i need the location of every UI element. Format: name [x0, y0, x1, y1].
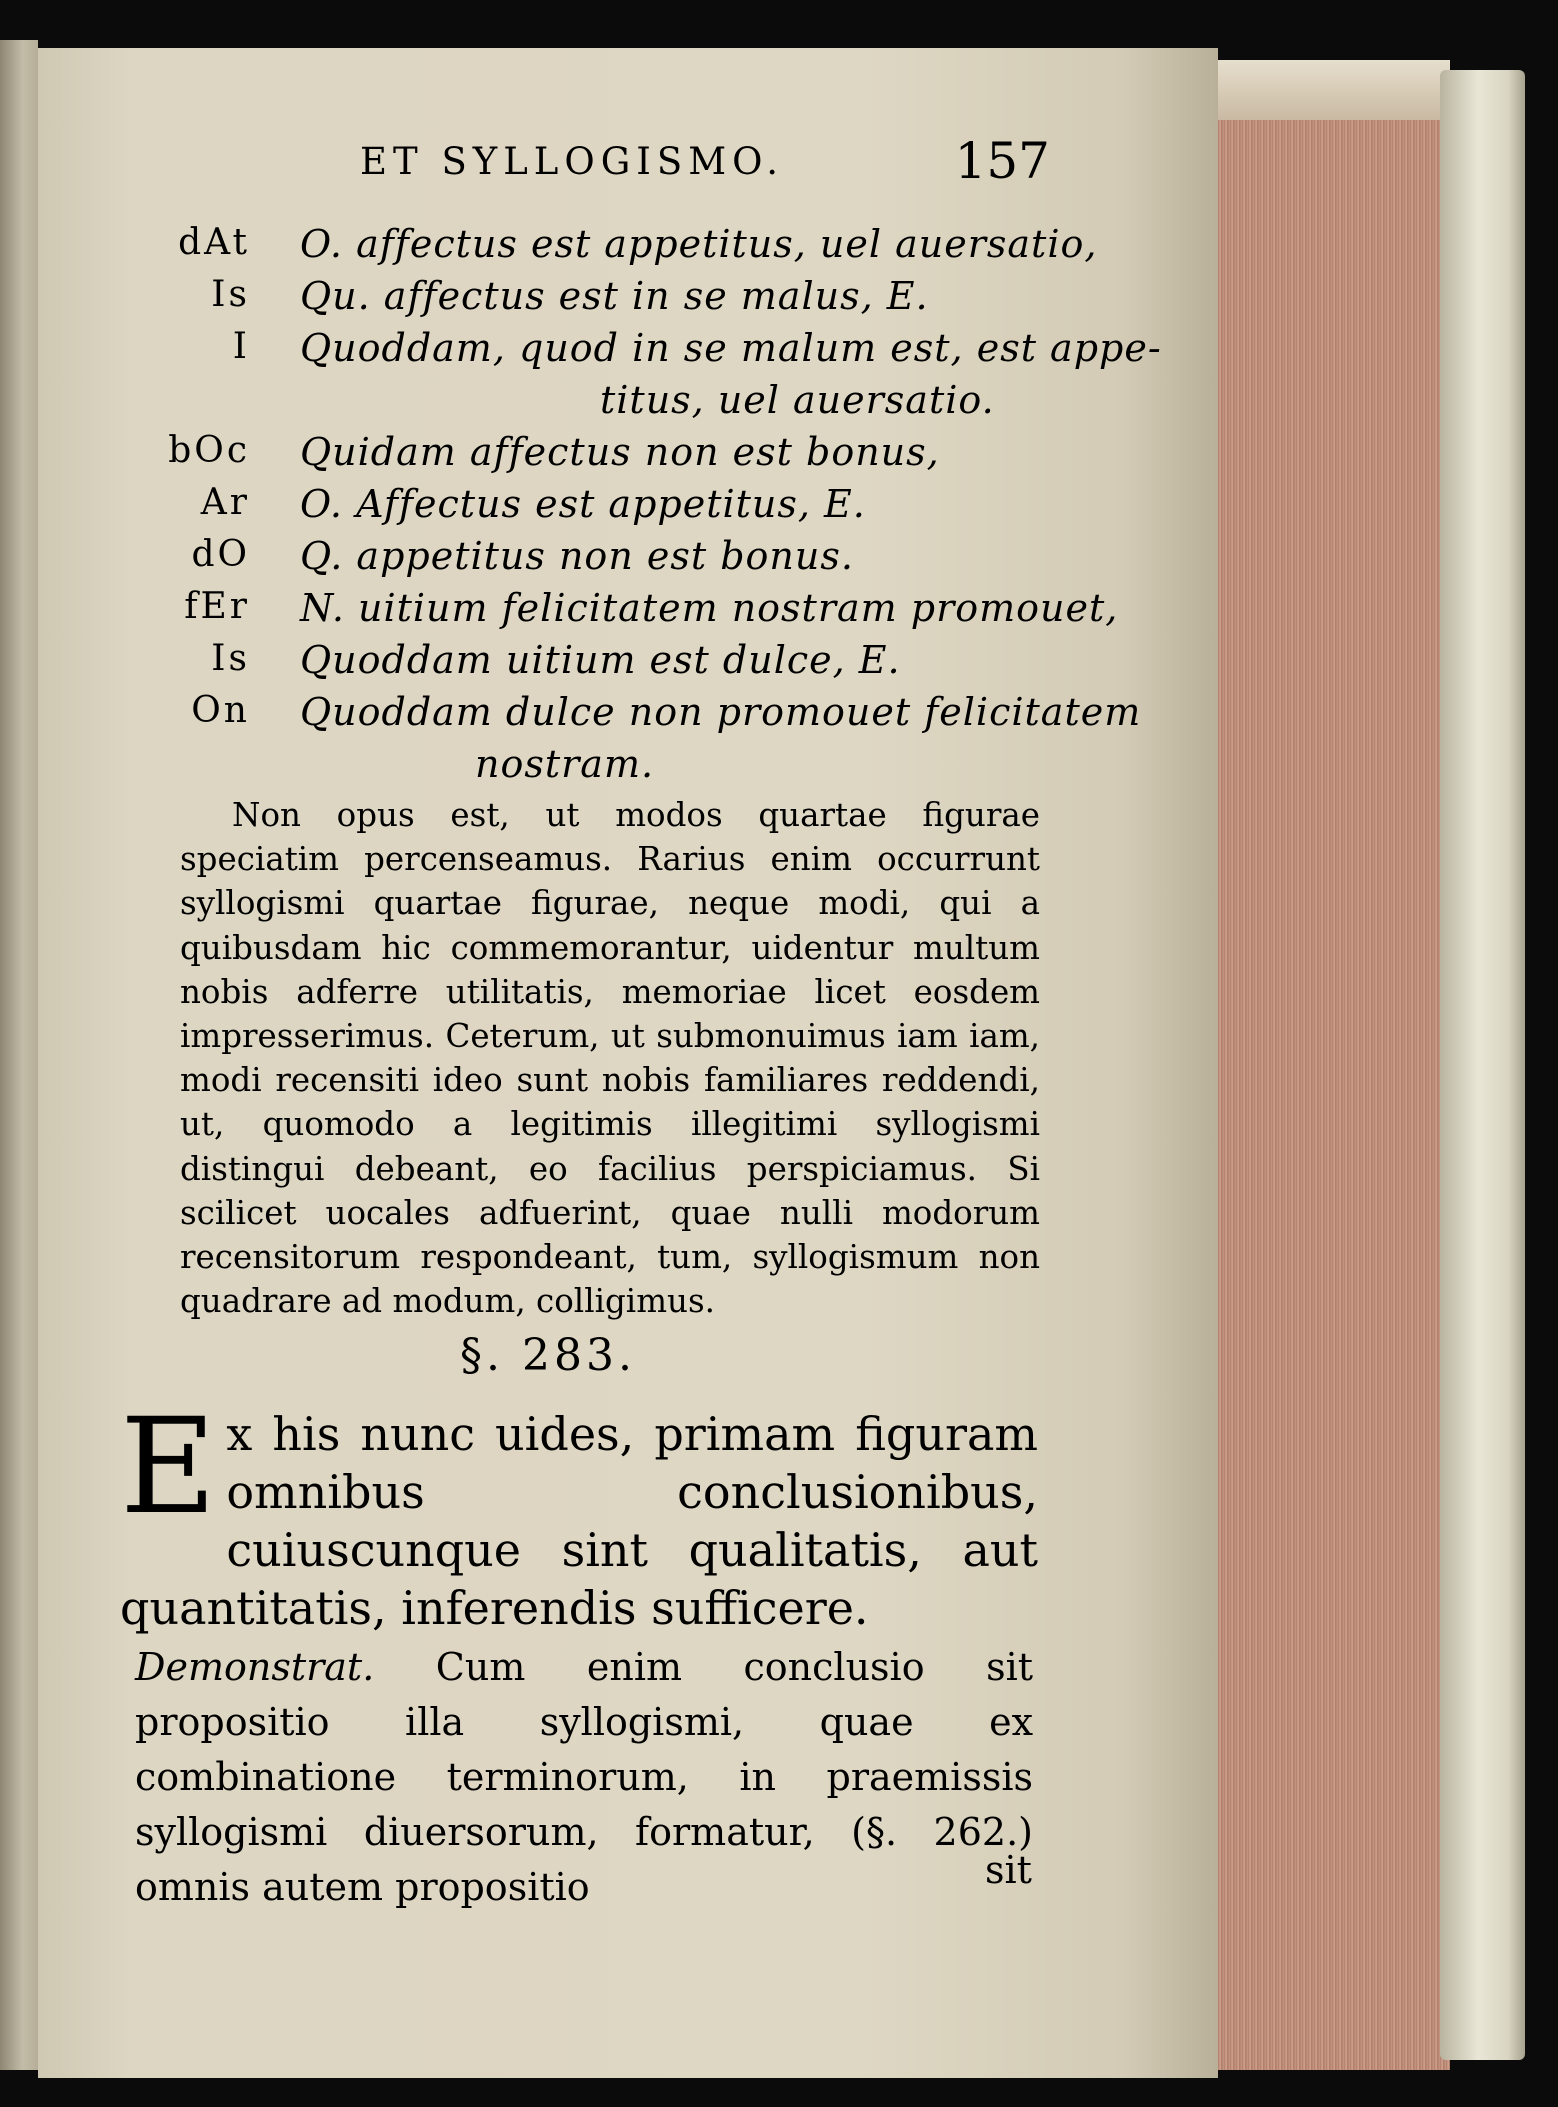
proposition: O. Affectus est appetitus, E. [300, 482, 866, 526]
syllogism-row [130, 378, 1080, 430]
proposition: Quidam affectus non est bonus, [300, 430, 940, 474]
syllogism-row [130, 482, 1080, 534]
running-head: ET SYLLOGISMO. [360, 140, 785, 183]
proposition: O. affectus est appetitus, uel auersatio, [300, 222, 1098, 266]
syllogism-examples [130, 222, 1162, 794]
syllogism-row [130, 222, 1098, 274]
body-paragraph [180, 793, 1040, 1323]
syllogism-row [130, 690, 1142, 742]
mnemonic-syllable: fEr [184, 586, 250, 627]
mnemonic-syllable: On [191, 690, 250, 731]
proposition: Q. appetitus non est bonus. [300, 534, 854, 578]
book-cover [1440, 70, 1525, 2060]
proposition: Quoddam dulce non promouet felicitatem [300, 690, 1142, 734]
mnemonic-syllable: I [232, 326, 250, 367]
mnemonic-syllable: dO [191, 534, 250, 575]
theorem-text: x his nunc uides, primam figuram omnibus conclusionibus, cuiuscunque sint qualitatis, aut quantitatis, inferendis sufficere. [120, 1407, 1038, 1635]
proposition-continuation: titus, uel auersatio. [600, 378, 995, 422]
page-edges [1205, 60, 1450, 2070]
drop-cap: E [120, 1390, 217, 1544]
page-header [320, 132, 1060, 200]
catchword: sit [985, 1848, 1032, 1892]
syllogism-row [130, 742, 1080, 794]
theorem [120, 1390, 1038, 1637]
proposition-continuation: nostram. [475, 742, 655, 786]
demonstration-text: Cum enim conclusio sit propositio illa syllogismi, quae ex combinatione terminorum, in praemissis syllogismi diuersorum, formatur, (§. 262.) omnis autem propositio [135, 1645, 1033, 1909]
page-number: 157 [954, 132, 1050, 190]
proposition: N. uitium felicitatem nostram promouet, [300, 586, 1119, 630]
mnemonic-syllable: bOc [168, 430, 250, 471]
mnemonic-syllable: Ar [200, 482, 250, 523]
proposition: Qu. affectus est in se malus, E. [300, 274, 929, 318]
mnemonic-syllable: dAt [178, 222, 250, 263]
proposition: Quoddam uitium est dulce, E. [300, 638, 901, 682]
syllogism-row [130, 534, 1080, 586]
syllogism-row [130, 326, 1162, 378]
syllogism-row [130, 586, 1119, 638]
syllogism-row [130, 430, 1080, 482]
mnemonic-syllable: Is [211, 274, 250, 315]
paragraph-text: Non opus est, ut modos quartae figurae speciatim percenseamus. Rarius enim occurrunt syllogismi quartae figurae, neque modi, qui a quibusdam hic commemorantur, uidentur multum nobis adferre utilitatis, memoriae licet eosdem impresserimus. Ceterum, ut submonuimus iam iam, modi recensiti ideo sunt nobis familiares reddendi, ut, quomodo a legitimis illegitimi syllogismi distingui debeant, eo facilius perspiciamus. Si scilicet uocales adfuerint, quae nulli modorum recensitorum respondeant, tum, syllogismum non quadrare ad modum, colligimus. [180, 796, 1040, 1321]
demonstration [135, 1640, 1033, 1915]
section-number: §. 283. [460, 1330, 636, 1381]
syllogism-row [130, 638, 1080, 690]
syllogism-row [130, 274, 1080, 326]
page-edges-top [1205, 60, 1450, 120]
mnemonic-syllable: Is [211, 638, 250, 679]
demonstration-label: Demonstrat. [135, 1645, 375, 1689]
proposition: Quoddam, quod in se malum est, est appe- [300, 326, 1162, 370]
left-page-edge [0, 40, 38, 2070]
